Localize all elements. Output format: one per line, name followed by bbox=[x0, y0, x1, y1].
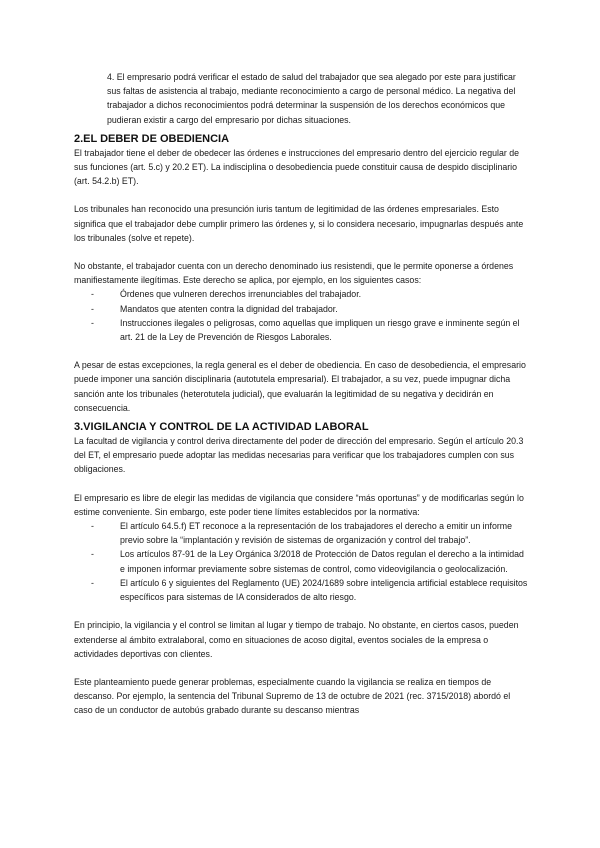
section-3-paragraph-3: En principio, la vigilancia y el control se limitan al lugar y tiempo de trabajo. No obstante, en ciertos casos, pueden extenderse al ámbito extralaboral, como en situaciones de acoso digital, eventos sociales de la empresa o actividades deportivas con clientes. bbox=[74, 620, 519, 659]
section-2-paragraph-4: A pesar de estas excepciones, la regla general es el deber de obediencia. En caso de desobediencia, el empresario puede imponer una sanción disciplinaria (autotutela empresarial). El trabajador, a su vez, puede impugnar dicha sanción ante los tribunales (heterotutela judicial), que evaluarán la legitimidad de su negativa y decidirán en consecuencia. bbox=[74, 360, 526, 413]
list-item bbox=[74, 302, 530, 316]
list-item bbox=[74, 316, 530, 344]
list-item-text: Mandatos que atenten contra la dignidad del trabajador. bbox=[120, 303, 338, 314]
list-item bbox=[74, 519, 530, 547]
section-3-heading: 3.VIGILANCIA Y CONTROL DE LA ACTIVIDAD LABORAL bbox=[74, 421, 369, 434]
list-item-text: El artículo 6 y siguientes del Reglamento (UE) 2024/1689 sobre inteligencia artificial establece requisitos específicos para sistemas de IA considerados de alto riesgo. bbox=[120, 577, 528, 603]
section-3-paragraph-2: El empresario es libre de elegir las medidas de vigilancia que considere “más oportunas” y de modificarlas según lo estime conveniente. Sin embargo, este poder tiene límites establecidos por la normativa: bbox=[74, 492, 524, 517]
bullet-dash: - bbox=[91, 303, 94, 314]
bullet-dash: - bbox=[91, 317, 94, 328]
list-item bbox=[74, 547, 530, 575]
section-3-paragraph-1: La facultad de vigilancia y control deriva directamente del poder de dirección del empresario. Según el artículo 20.3 del ET, el empresario puede adoptar las medidas necesarias para verificar que los trabajadores cumplen con sus obligaciones. bbox=[74, 436, 524, 475]
section-3-list bbox=[74, 519, 530, 604]
list-item bbox=[74, 576, 530, 604]
section-3-paragraph-4: Este planteamiento puede generar problemas, especialmente cuando la vigilancia se realiza en tiempos de descanso. Por ejemplo, la sentencia del Tribunal Supremo de 13 de octubre de 2021 (rec. 3715/2018) abordó el caso de un conductor de autobús grabado durante su descanso mientras bbox=[74, 676, 511, 716]
list-item-text: El artículo 64.5.f) ET reconoce a la representación de los trabajadores el derecho a emitir un informe previo sobre la “implantación y revisión de sistemas de organización y control del trabajo”. bbox=[120, 521, 512, 546]
section-2-paragraph-3: No obstante, el trabajador cuenta con un derecho denominado ius resistendi, que le permite oponerse a órdenes manifiestamente ilegítimas. Este derecho se aplica, por ejemplo, en los siguientes casos: bbox=[74, 261, 514, 286]
section-2-list bbox=[74, 287, 530, 344]
section-2-paragraph-2: Los tribunales han reconocido una presunción iuris tantum de legitimidad de las órdenes empresariales. Esto significa que el trabajador debe cumplir primero las órdenes y, si lo considera necesario, impugnarlas después ante los tribunales (solve et repete). bbox=[74, 204, 524, 243]
list-item-text: Órdenes que vulneren derechos irrenunciables del trabajador. bbox=[120, 289, 362, 300]
section-2-heading: 2.EL DEBER DE OBEDIENCIA bbox=[74, 132, 230, 145]
page-content bbox=[74, 70, 530, 718]
bullet-dash: - bbox=[91, 577, 94, 588]
list-item-text: Los artículos 87-91 de la Ley Orgánica 3/2018 de Protección de Datos regulan el derecho a la intimidad e imponen informar previamente sobre sistemas de control, como videovigilancia o geolocalización. bbox=[120, 549, 524, 574]
list-item bbox=[74, 287, 530, 301]
numbered-paragraph-4: 4. El empresario podrá verificar el estado de salud del trabajador que sea alegado por este para justificar sus faltas de asistencia al trabajo, mediante reconocimiento a cargo de personal médico. La negativa del trabajador a dichos reconocimientos podrá determinar la suspensión de los derechos económicos que pudieran existir a cargo del empresario por dichas situaciones. bbox=[107, 72, 516, 125]
bullet-dash: - bbox=[91, 549, 94, 560]
bullet-dash: - bbox=[91, 521, 94, 532]
bullet-dash: - bbox=[91, 289, 94, 300]
list-item-text: Instrucciones ilegales o peligrosas, como aquellas que impliquen un riesgo grave e inminente según el art. 21 de la Ley de Prevención de Riesgos Laborales. bbox=[120, 317, 520, 343]
section-2-paragraph-1: El trabajador tiene el deber de obedecer las órdenes e instrucciones del empresario dentro del ejercicio regular de sus funciones (art. 5.c) y 20.2 ET). La indisciplina o desobediencia puede constituir causa de despido disciplinario (art. 54.2.b) ET). bbox=[74, 147, 519, 187]
